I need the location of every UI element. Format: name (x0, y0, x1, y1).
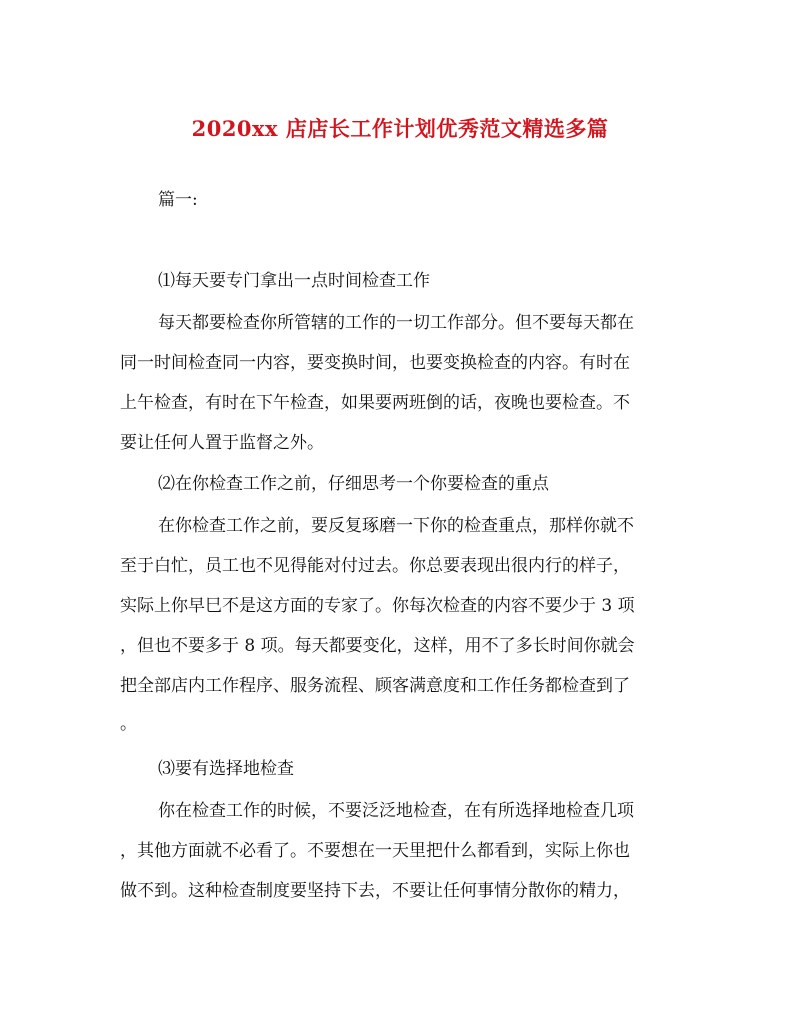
paragraph-line: 在你检查工作之前，要反复琢磨一下你的检查重点，那样你就不 (158, 516, 634, 536)
paragraph-line: ，但也不要多于 8 项。每天都要变化，这样，用不了多长时间你就会 (120, 636, 635, 656)
paragraph-line: 把全部店内工作程序、服务流程、顾客满意度和工作任务都检查到了 (120, 676, 630, 696)
paragraph-line: 上午检查，有时在下午检查，如果要两班倒的话，夜晚也要检查。不 (120, 393, 630, 413)
section-heading: 篇一: (158, 190, 198, 210)
subheading-1: ⑴每天要专门拿出一点时间检查工作 (158, 271, 430, 291)
paragraph-line: 你在检查工作的时候，不要泛泛地检查，在有所选择地检查几项 (158, 801, 634, 821)
paragraph-line: 至于白忙，员工也不见得能对付过去。你总要表现出很内行的样子， (120, 556, 630, 576)
document-title: 2020xx 店店长工作计划优秀范文精选多篇 (191, 116, 609, 141)
paragraph-line: 。 (120, 714, 137, 734)
subheading-2: ⑵在你检查工作之前，仔细思考一个你要检查的重点 (158, 474, 549, 494)
paragraph-line: 要让任何人置于监督之外。 (120, 433, 324, 453)
paragraph-line: 做不到。这种检查制度要坚持下去，不要让任何事情分散你的精力， (120, 881, 630, 901)
paragraph-line: 实际上你早巳不是这方面的专家了。你每次检查的内容不要少于 3 项 (120, 596, 635, 616)
subheading-3: ⑶要有选择地检查 (158, 759, 294, 779)
paragraph-line: 每天都要检查你所管辖的工作的一切工作部分。但不要每天都在 (158, 313, 634, 333)
paragraph-line: ，其他方面就不必看了。不要想在一天里把什么都看到，实际上你也 (120, 841, 630, 861)
paragraph-line: 同一时间检查同一内容，要变换时间，也要变换检查的内容。有时在 (120, 353, 630, 373)
